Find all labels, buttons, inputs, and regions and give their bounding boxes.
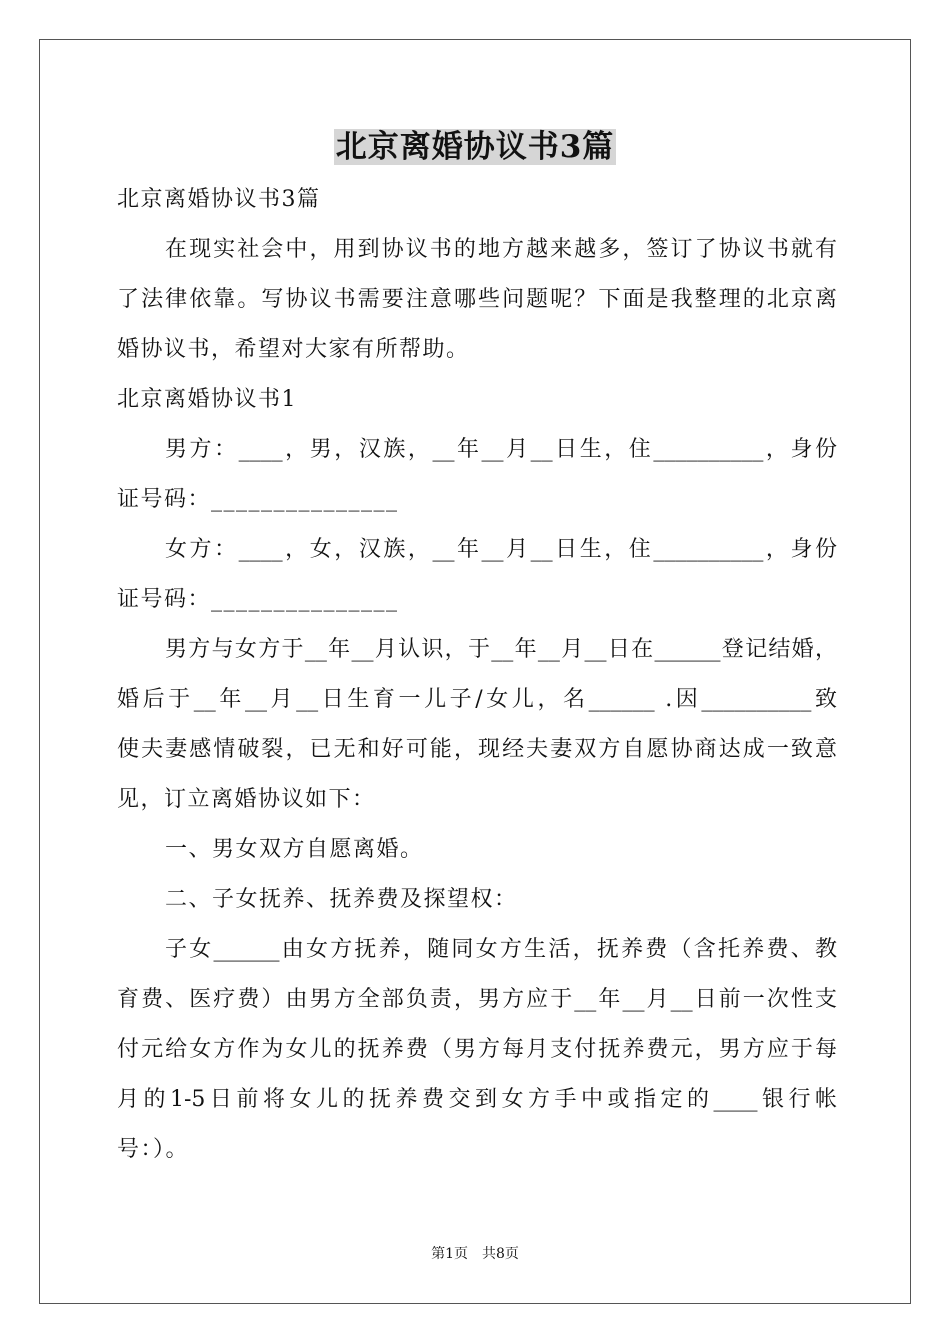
document-title (0, 122, 950, 172)
body-line: 育费、医疗费）由男方全部负责，男方应于__年__月__日前一次性支 (117, 987, 837, 1012)
body-line: 月的1-5日前将女儿的抚养费交到女方手中或指定的____银行帐 (117, 1087, 837, 1112)
body-line: 使夫妻感情破裂，已无和好可能，现经夫妻双方自愿协商达成一致意 (117, 737, 837, 762)
body-line: 见，订立离婚协议如下： (117, 787, 376, 812)
body-line: 在现实社会中，用到协议书的地方越来越多，签订了协议书就有 (165, 237, 837, 262)
body-line: 北京离婚协议书3篇 (117, 187, 321, 212)
body-line: 子女______由女方抚养，随同女方生活，抚养费（含托养费、教 (165, 937, 837, 962)
body-line: 婚协议书，希望对大家有所帮助。 (117, 337, 470, 362)
body-line: 二、子女抚养、抚养费及探望权： (165, 887, 518, 912)
body-line: 男方：____，男，汉族，__年__月__日生，住__________，身份 (165, 437, 837, 462)
page-number: 第1页 共8页 (431, 1246, 519, 1262)
document-body (117, 175, 837, 1175)
body-line: 男方与女方于__年__月认识，于__年__月__日在______登记结婚， (165, 637, 837, 662)
body-line: 号：）。 (117, 1137, 190, 1162)
body-line: 北京离婚协议书1 (117, 387, 297, 412)
page-footer (0, 1244, 950, 1264)
body-line: 付元给女方作为女儿的抚养费（男方每月支付抚养费元，男方应于每 (117, 1037, 837, 1062)
body-line: 一、男女双方自愿离婚。 (165, 837, 424, 862)
body-line: 证号码：_______________ (117, 487, 399, 512)
body-line: 婚后于__年__月__日生育一儿子/女儿，名______ .因__________致 (117, 687, 837, 712)
body-line: 了法律依靠。写协议书需要注意哪些问题呢？下面是我整理的北京离 (117, 287, 837, 312)
body-line: 女方：____，女，汉族，__年__月__日生，住__________，身份 (165, 537, 837, 562)
body-line: 证号码：_______________ (117, 587, 399, 612)
document-title-text: 北京离婚协议书3篇 (335, 129, 615, 165)
